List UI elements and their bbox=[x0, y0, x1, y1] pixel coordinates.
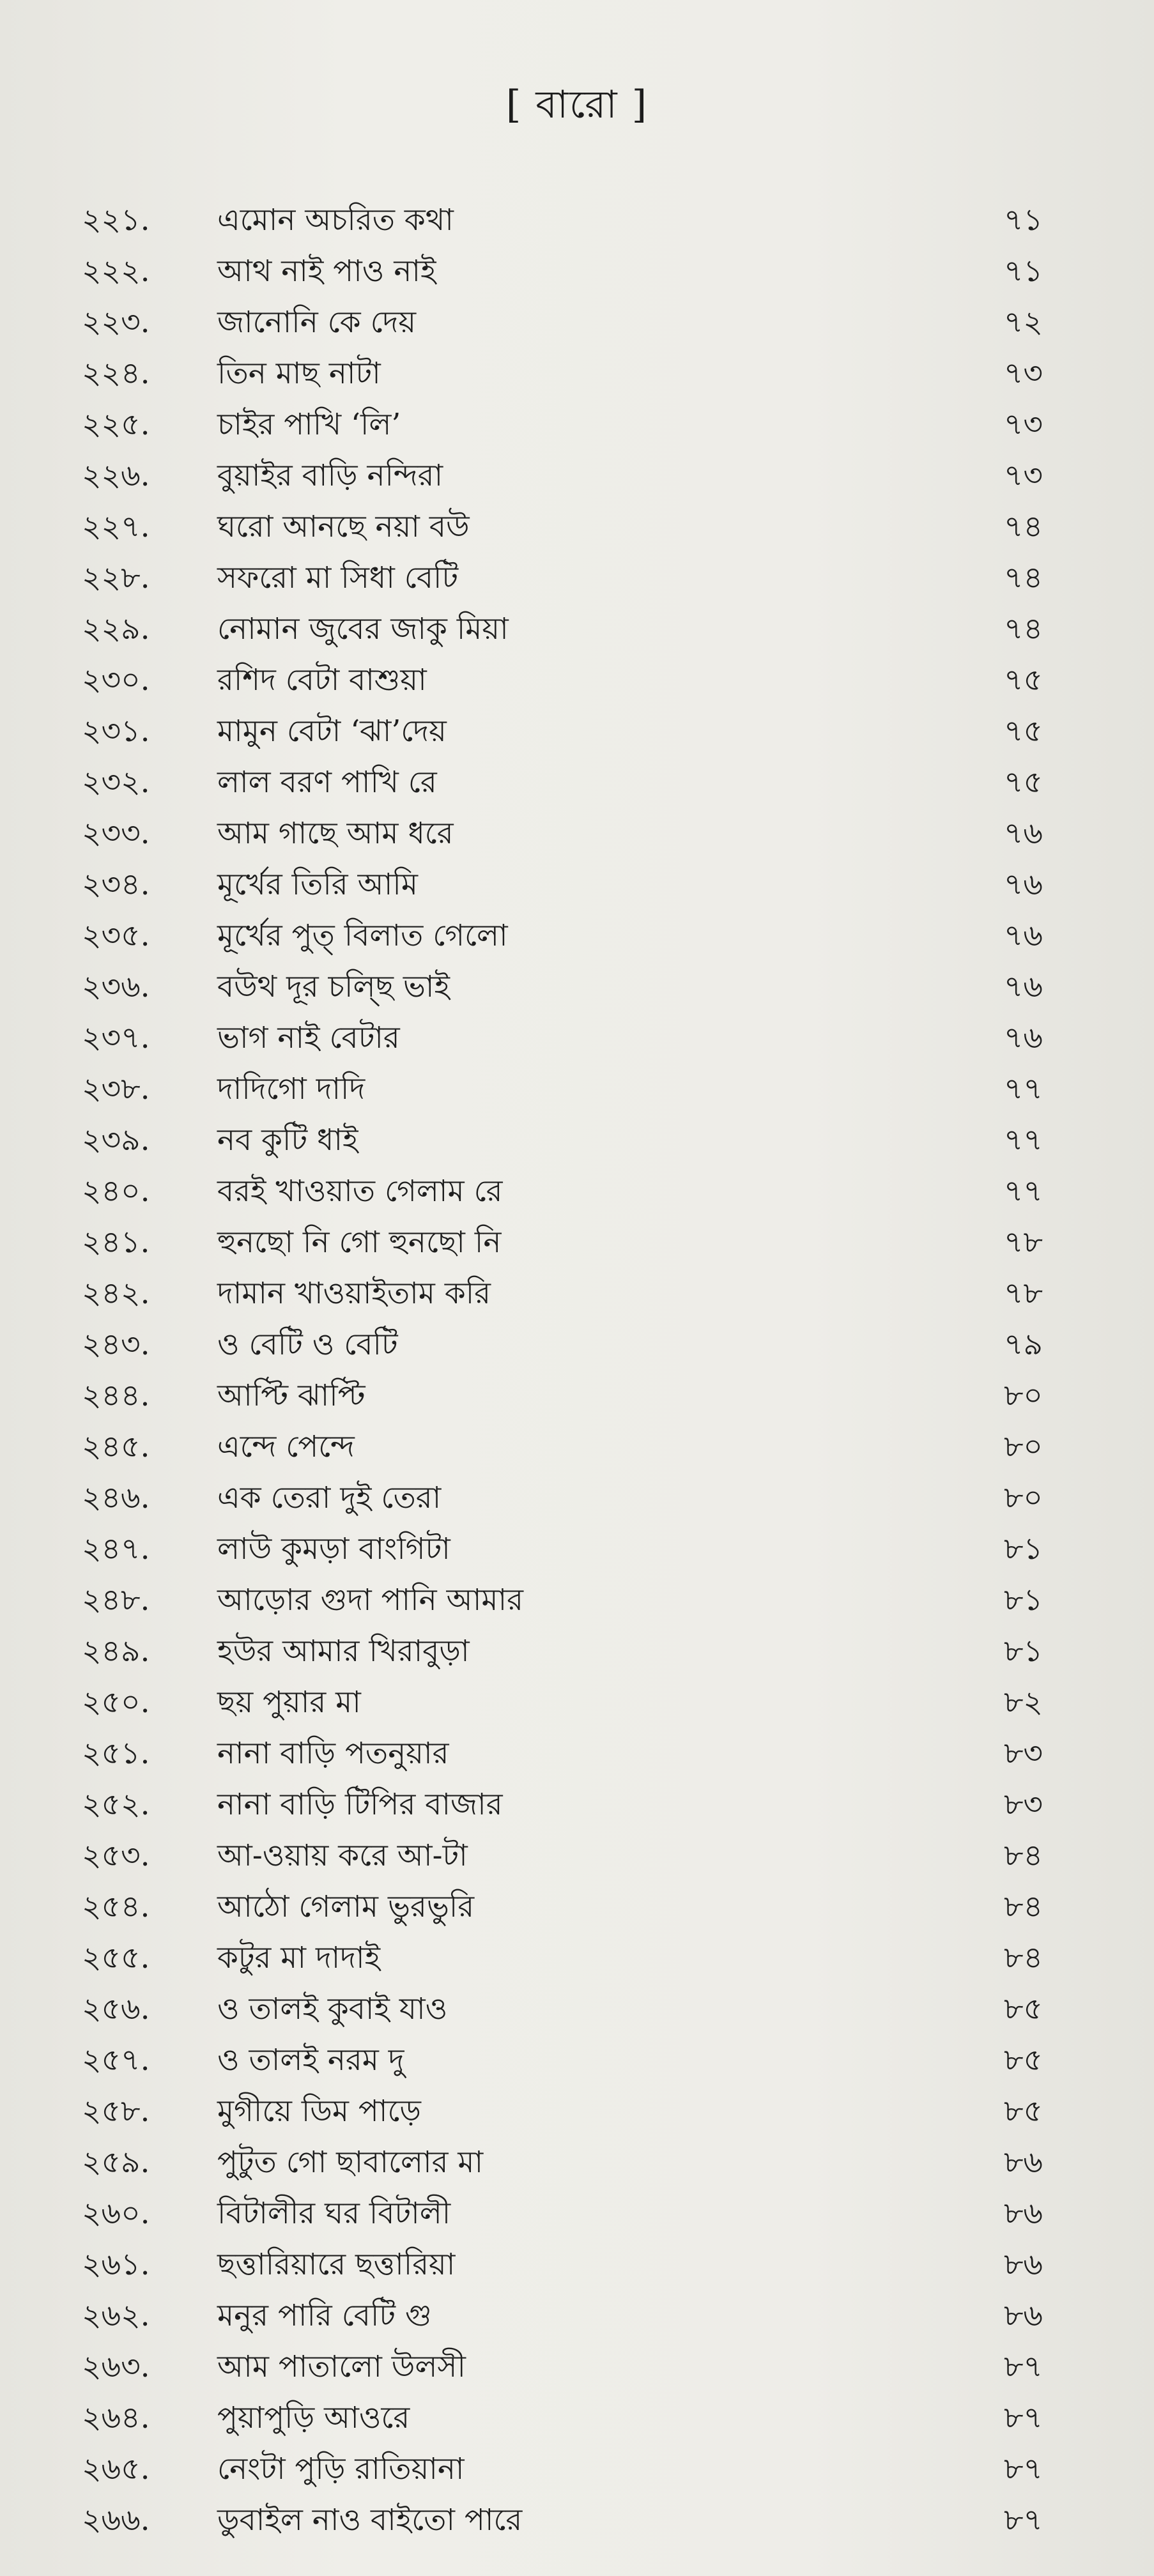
entry-page-number: ৮৭ bbox=[1003, 2400, 1043, 2435]
entry-title: তিন মাছ নাটা bbox=[217, 356, 381, 391]
entry-page-number: ৭৪ bbox=[1003, 560, 1043, 595]
toc-entry bbox=[0, 348, 1154, 399]
entry-page-number: ৮১ bbox=[1004, 1634, 1043, 1669]
entry-title: ও বেটি ও বেটি bbox=[217, 1327, 398, 1362]
entry-title: দাদিগো দাদি bbox=[217, 1071, 365, 1107]
entry-title: ডুবাইল নাও বাইতো পারে bbox=[217, 2503, 523, 2538]
entry-number: ২৫১. bbox=[82, 1736, 150, 1771]
entry-page-number: ৮৬ bbox=[1003, 2298, 1043, 2333]
entry-page-number: ৭৭ bbox=[1003, 1123, 1043, 1158]
entry-title: এমোন অচরিত কথা bbox=[217, 203, 454, 238]
entry-number: ২৫৭. bbox=[82, 2043, 150, 2078]
entry-page-number: ৮৫ bbox=[1004, 1991, 1043, 2027]
toc-entry bbox=[0, 1268, 1154, 1319]
entry-page-number: ৮৪ bbox=[1004, 1889, 1043, 1924]
entry-title: সফরো মা সিধা বেটি bbox=[217, 560, 459, 595]
entry-number: ২৩০. bbox=[82, 663, 150, 698]
entry-number: ২২৮. bbox=[82, 560, 150, 595]
entry-page-number: ৮৬ bbox=[1003, 2196, 1043, 2231]
entry-title: আড়োর গুদা পানি আমার bbox=[217, 1583, 524, 1618]
entry-number: ২৩৫. bbox=[82, 918, 150, 953]
entry-page-number: ৮৩ bbox=[1003, 1787, 1043, 1822]
entry-title: ছত্তারিয়ারে ছত্তারিয়া bbox=[217, 2247, 456, 2282]
entry-number: ২২৫. bbox=[82, 407, 150, 442]
toc-entry bbox=[0, 553, 1154, 604]
entry-page-number: ৭৭ bbox=[1003, 1174, 1043, 1209]
entry-page-number: ৮২ bbox=[1003, 1685, 1043, 1720]
toc-entry bbox=[0, 1319, 1154, 1370]
entry-page-number: ৭৭ bbox=[1003, 1071, 1043, 1107]
entry-page-number: ৭৩ bbox=[1003, 407, 1043, 442]
toc-entry bbox=[0, 2290, 1154, 2342]
entry-page-number: ৮১ bbox=[1004, 1583, 1043, 1618]
toc-entry bbox=[0, 195, 1154, 246]
entry-title: মূর্খের তিরি আমি bbox=[217, 867, 418, 902]
entry-number: ২৫৯. bbox=[82, 2145, 150, 2180]
entry-number: ২৫৮. bbox=[82, 2094, 150, 2129]
entry-title: ছয় পুয়ার মা bbox=[217, 1685, 361, 1720]
entry-number: ২৫২. bbox=[82, 1787, 150, 1822]
entry-title: আম গাছে আম ধরে bbox=[217, 816, 454, 851]
toc-entry bbox=[0, 1882, 1154, 1933]
toc-entry bbox=[0, 655, 1154, 706]
entry-page-number: ৭৯ bbox=[1003, 1327, 1043, 1362]
entry-page-number: ৭১ bbox=[1003, 254, 1043, 289]
entry-number: ২৪০. bbox=[82, 1174, 150, 1209]
entry-page-number: ৮৭ bbox=[1003, 2503, 1043, 2538]
entry-number: ২৩৪. bbox=[82, 867, 150, 902]
entry-number: ২৬২. bbox=[82, 2298, 150, 2333]
entry-number: ২৬০. bbox=[82, 2196, 150, 2231]
entry-number: ২৫৩. bbox=[82, 1838, 150, 1873]
toc-entry bbox=[0, 1779, 1154, 1830]
entry-title: নানা বাড়ি পতনুয়ার bbox=[217, 1736, 449, 1771]
entry-title: দামান খাওয়াইতাম করি bbox=[217, 1276, 491, 1311]
entry-number: ২৪৮. bbox=[82, 1583, 150, 1618]
entry-title: বরই খাওয়াত গেলাম রে bbox=[217, 1174, 503, 1209]
entry-page-number: ৭৫ bbox=[1003, 765, 1043, 800]
entry-page-number: ৭৮ bbox=[1003, 1276, 1043, 1311]
entry-number: ২৫৪. bbox=[82, 1889, 150, 1924]
entry-title: এক তেরা দুই তেরা bbox=[217, 1480, 442, 1515]
toc-entry bbox=[0, 2495, 1154, 2546]
entry-page-number: ৭৬ bbox=[1003, 918, 1043, 953]
entry-number: ২৩১. bbox=[82, 714, 150, 749]
entry-page-number: ৭৩ bbox=[1003, 458, 1043, 493]
toc-entry bbox=[0, 962, 1154, 1013]
toc-entry bbox=[0, 2239, 1154, 2290]
entry-page-number: ৮৭ bbox=[1003, 2349, 1043, 2384]
entry-title: ও তালই নরম দু bbox=[217, 2043, 404, 2078]
toc-entry bbox=[0, 1370, 1154, 1422]
entry-title: রশিদ বেটা বাশুয়া bbox=[217, 663, 427, 698]
entry-title: আঠো গেলাম ভুরভুরি bbox=[217, 1889, 475, 1924]
entry-title: ঘরো আনছে নয়া বউ bbox=[217, 509, 470, 544]
toc-entry bbox=[0, 1933, 1154, 1984]
entry-page-number: ৭৫ bbox=[1003, 663, 1043, 698]
toc-entry bbox=[0, 1984, 1154, 2035]
entry-number: ২৪৯. bbox=[82, 1634, 150, 1669]
entry-title: মূর্খের পুত্ বিলাত গেলো bbox=[217, 918, 508, 953]
entry-page-number: ৭২ bbox=[1003, 305, 1043, 340]
entry-page-number: ৭৪ bbox=[1003, 611, 1043, 647]
entry-page-number: ৭৬ bbox=[1003, 1020, 1043, 1055]
entry-page-number: ৭১ bbox=[1003, 203, 1043, 238]
entry-title: বিটালীর ঘর বিটালী bbox=[217, 2196, 451, 2231]
entry-page-number: ৮৬ bbox=[1003, 2247, 1043, 2282]
entry-title: আম পাতালো উলসী bbox=[217, 2349, 466, 2384]
entry-title: নানা বাড়ি টিপির বাজার bbox=[217, 1787, 503, 1822]
entry-page-number: ৮৩ bbox=[1003, 1736, 1043, 1771]
entry-title: মামুন বেটা ‘ঝা’দেয় bbox=[217, 714, 447, 749]
entry-title: আ-ওয়ায় করে আ-টা bbox=[217, 1838, 468, 1873]
entry-number: ২৩৮. bbox=[82, 1071, 150, 1107]
toc-entry bbox=[0, 1677, 1154, 1728]
entry-page-number: ৮০ bbox=[1003, 1429, 1043, 1464]
entry-title: চাইর পাখি ‘লি’ bbox=[217, 407, 401, 442]
entry-title: পুয়াপুড়ি আওরে bbox=[217, 2400, 410, 2435]
entry-number: ২৬৪. bbox=[82, 2400, 150, 2435]
entry-title: হুনছো নি গো হুনছো নি bbox=[217, 1225, 502, 1260]
toc-entry bbox=[0, 1728, 1154, 1779]
entry-page-number: ৮৭ bbox=[1003, 2451, 1043, 2487]
entry-page-number: ৮৪ bbox=[1004, 1940, 1043, 1975]
toc-entry bbox=[0, 1013, 1154, 1064]
entry-number: ২৩২. bbox=[82, 765, 150, 800]
entry-number: ২৪৩. bbox=[82, 1327, 150, 1362]
toc-entry bbox=[0, 1575, 1154, 1626]
entry-number: ২৫৫. bbox=[82, 1940, 150, 1975]
toc-entry bbox=[0, 1217, 1154, 1268]
toc-entry bbox=[0, 1473, 1154, 1524]
entry-title: আথ নাই পাও নাই bbox=[217, 254, 436, 289]
entry-number: ২৬১. bbox=[82, 2247, 150, 2282]
toc-entry bbox=[0, 2035, 1154, 2086]
table-of-contents bbox=[0, 195, 1154, 2546]
entry-page-number: ৭৫ bbox=[1003, 714, 1043, 749]
toc-entry bbox=[0, 502, 1154, 553]
entry-number: ২৩৯. bbox=[82, 1123, 150, 1158]
toc-entry bbox=[0, 1422, 1154, 1473]
toc-entry bbox=[0, 399, 1154, 450]
entry-number: ২৬৬. bbox=[82, 2503, 150, 2538]
entry-page-number: ৮০ bbox=[1003, 1480, 1043, 1515]
entry-number: ২৪৫. bbox=[82, 1429, 150, 1464]
entry-number: ২২২. bbox=[82, 254, 150, 289]
entry-number: ২৩৬. bbox=[82, 969, 150, 1004]
entry-number: ২৬৩. bbox=[82, 2349, 150, 2384]
entry-page-number: ৭৬ bbox=[1003, 816, 1043, 851]
toc-entry bbox=[0, 246, 1154, 297]
toc-entry bbox=[0, 604, 1154, 655]
toc-entry bbox=[0, 297, 1154, 348]
toc-entry bbox=[0, 2086, 1154, 2137]
entry-title: কটুর মা দাদাই bbox=[217, 1940, 381, 1975]
toc-entry bbox=[0, 706, 1154, 757]
toc-entry bbox=[0, 1064, 1154, 1115]
entry-page-number: ৭৬ bbox=[1003, 969, 1043, 1004]
entry-number: ২৪৭. bbox=[82, 1531, 150, 1567]
entry-title: নোমান জুবের জাকু মিয়া bbox=[217, 611, 509, 647]
toc-entry bbox=[0, 1830, 1154, 1882]
entry-title: লাল বরণ পাখি রে bbox=[217, 765, 437, 800]
toc-entry bbox=[0, 910, 1154, 962]
entry-page-number: ৭৩ bbox=[1003, 356, 1043, 391]
entry-number: ২২১. bbox=[82, 203, 150, 238]
entry-page-number: ৮৫ bbox=[1004, 2094, 1043, 2129]
entry-number: ২২৭. bbox=[82, 509, 150, 544]
entry-number: ২৪৪. bbox=[82, 1378, 150, 1413]
toc-entry bbox=[0, 2393, 1154, 2444]
toc-entry bbox=[0, 2444, 1154, 2495]
entry-title: এন্দে পেন্দে bbox=[217, 1429, 355, 1464]
entry-page-number: ৮১ bbox=[1004, 1531, 1043, 1567]
entry-number: ২৩৭. bbox=[82, 1020, 150, 1055]
toc-entry bbox=[0, 2137, 1154, 2188]
toc-entry bbox=[0, 450, 1154, 502]
entry-page-number: ৮৫ bbox=[1004, 2043, 1043, 2078]
toc-entry bbox=[0, 2342, 1154, 2393]
entry-number: ২৪৬. bbox=[82, 1480, 150, 1515]
toc-entry bbox=[0, 859, 1154, 910]
entry-number: ২৪১. bbox=[82, 1225, 150, 1260]
entry-title: লাউ কুমড়া বাংগিটা bbox=[217, 1531, 450, 1567]
entry-number: ২৪২. bbox=[82, 1276, 150, 1311]
entry-title: মুগীয়ে ডিম পাড়ে bbox=[217, 2094, 421, 2129]
entry-page-number: ৮০ bbox=[1003, 1378, 1043, 1413]
entry-title: নব কুটি ধাই bbox=[217, 1123, 358, 1158]
entry-title: বউথ দূর চল্ছি ভাই bbox=[217, 969, 450, 1004]
entry-number: ২২৩. bbox=[82, 305, 150, 340]
toc-entry bbox=[0, 1166, 1154, 1217]
toc-entry bbox=[0, 1524, 1154, 1575]
entry-page-number: ৭৬ bbox=[1003, 867, 1043, 902]
entry-number: ২৫৬. bbox=[82, 1991, 150, 2027]
entry-page-number: ৮৬ bbox=[1003, 2145, 1043, 2180]
entry-title: বুয়াইর বাড়ি নন্দিরা bbox=[217, 458, 443, 493]
entry-title: আপ্টি ঝাপ্টি bbox=[217, 1378, 365, 1413]
entry-title: ভাগ নাই বেটার bbox=[217, 1020, 400, 1055]
entry-page-number: ৭৮ bbox=[1003, 1225, 1043, 1260]
entry-page-number: ৭৪ bbox=[1003, 509, 1043, 544]
entry-title: পুটুত গো ছাবালোর মা bbox=[217, 2145, 484, 2180]
entry-number: ২২৯. bbox=[82, 611, 150, 647]
entry-number: ২২৬. bbox=[82, 458, 150, 493]
entry-title: জানোনি কে দেয় bbox=[217, 305, 417, 340]
entry-number: ২৩৩. bbox=[82, 816, 150, 851]
toc-entry bbox=[0, 1115, 1154, 1166]
entry-title: মনুর পারি বেটি গু bbox=[217, 2298, 432, 2333]
entry-title: ও তালই কুবাই যাও bbox=[217, 1991, 448, 2027]
entry-number: ২৬৫. bbox=[82, 2451, 150, 2487]
toc-entry bbox=[0, 2188, 1154, 2239]
toc-entry bbox=[0, 808, 1154, 859]
entry-title: হউর আমার খিরাবুড়া bbox=[217, 1634, 470, 1669]
entry-number: ২৫০. bbox=[82, 1685, 150, 1720]
toc-entry bbox=[0, 757, 1154, 808]
page-header: [ বারো ] bbox=[505, 82, 649, 127]
entry-title: নেংটা পুড়ি রাতিয়ানা bbox=[217, 2451, 465, 2487]
entry-page-number: ৮৪ bbox=[1004, 1838, 1043, 1873]
toc-entry bbox=[0, 1626, 1154, 1677]
entry-number: ২২৪. bbox=[82, 356, 150, 391]
